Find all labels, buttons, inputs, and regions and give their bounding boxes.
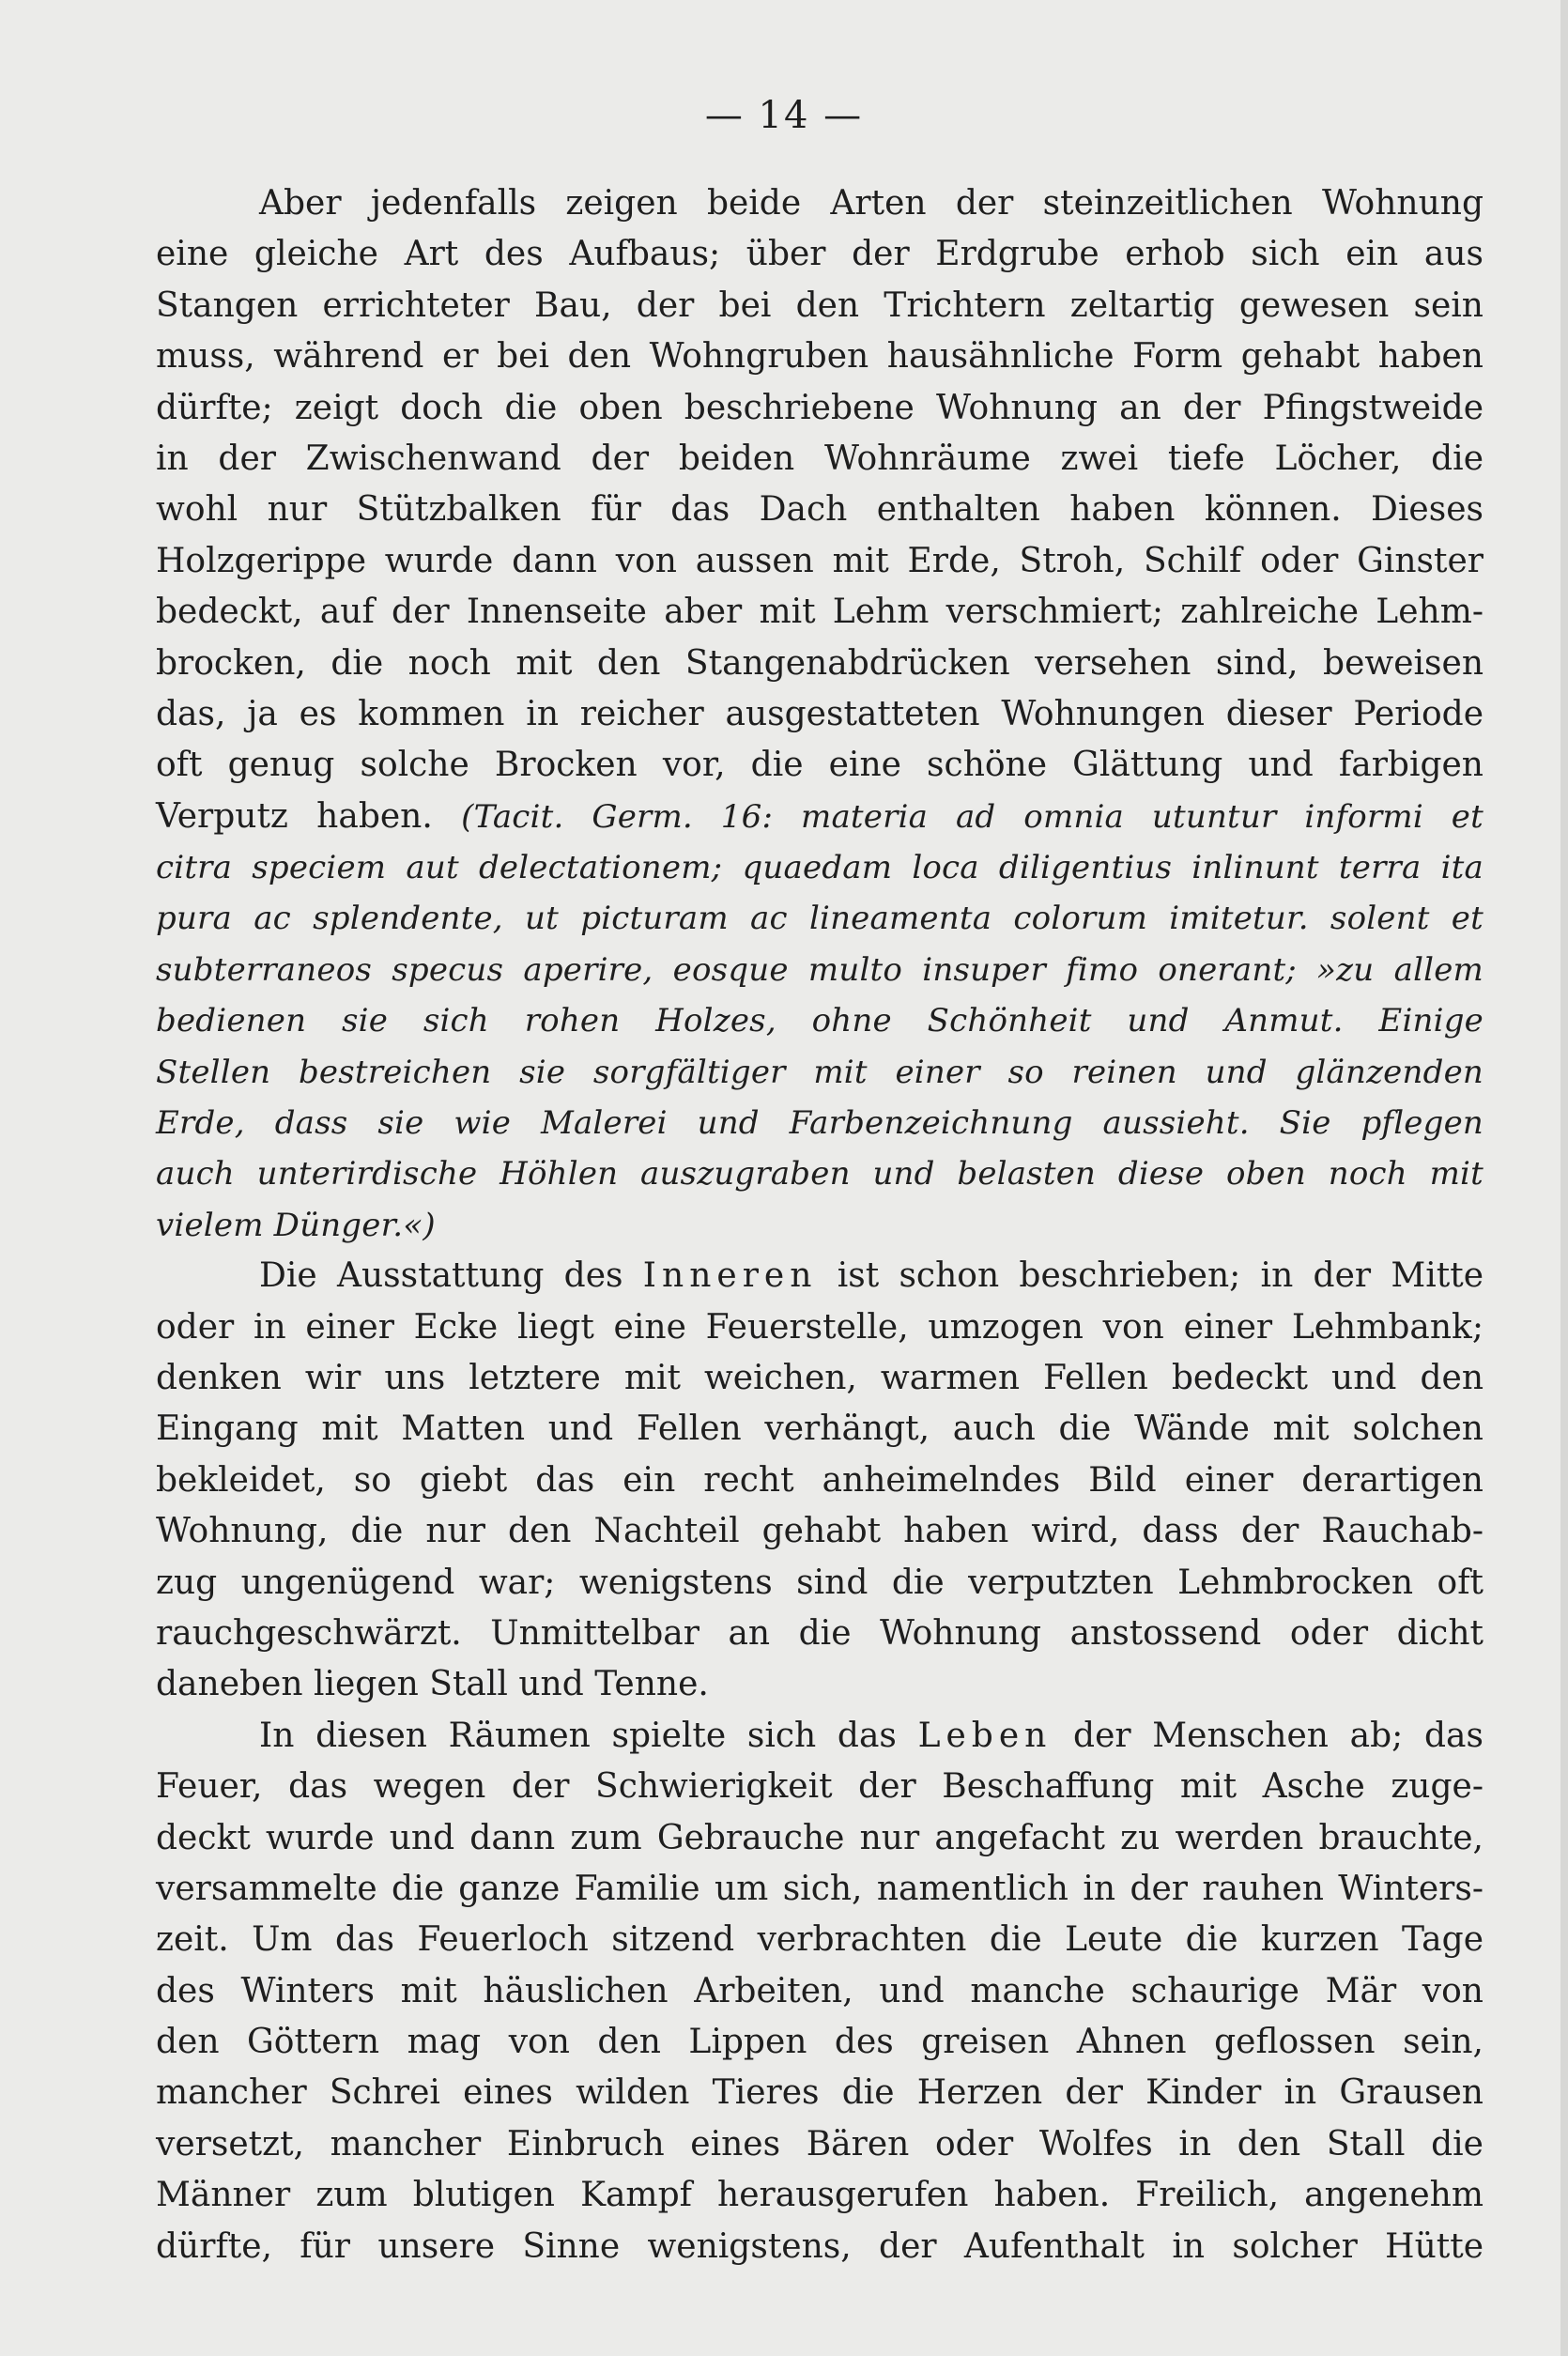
- text-line: oft genug solche Brocken vor, die eine schöne Glättung und farbigen: [156, 746, 1483, 785]
- text-line: zug ungenügend war; wenigstens sind die verputzten Lehmbrocken oft: [156, 1563, 1483, 1602]
- body-text: [156, 178, 1483, 2272]
- quote-line: Stellen bestreichen sie sorgfältiger mit einer so reinen und glänzenden: [156, 1053, 1483, 1091]
- quote-line: citra speciem aut delectationem; quaedam loca diligentius inlinunt terra ita: [156, 849, 1483, 887]
- quote-line: subterraneos specus aperire, eosque multo insuper fimo onerant; »zu allem: [156, 950, 1483, 989]
- text-line: muss, während er bei den Wohngruben hausähnliche Form gehabt haben: [156, 337, 1483, 377]
- text-line: oder in einer Ecke liegt eine Feuerstelle, umzogen von einer Lehmbank;: [156, 1307, 1483, 1347]
- text-line: Männer zum blutigen Kampf herausgerufen haben. Freilich, angenehm: [156, 2176, 1483, 2215]
- text-line: Eingang mit Matten und Fellen verhängt, auch die Wände mit solchen: [156, 1409, 1483, 1449]
- text-line-mixed: [156, 792, 1483, 842]
- text-line: denken wir uns letztere mit weichen, warmen Fellen bedeckt und den: [156, 1358, 1483, 1397]
- text-line: Aber jedenfalls zeigen beide Arten der steinzeitlichen Wohnung: [259, 184, 1483, 223]
- text-span: ist schon beschrieben; in der Mitte: [837, 1256, 1484, 1296]
- text-line: des Winters mit häuslichen Arbeiten, und manche schaurige Mär von: [156, 1971, 1483, 2010]
- text-line: deckt wurde und dann zum Gebrauche nur angefacht zu werden brauchte,: [156, 1818, 1483, 1857]
- text-line: zeit. Um das Feuerloch sitzend verbrachten die Leute die kurzen Tage: [156, 1920, 1483, 1960]
- text-span: In diesen Räumen spielte sich das: [259, 1716, 897, 1755]
- text-line: Holzgerippe wurde dann von aussen mit Erde, Stroh, Schilf oder Ginster: [156, 541, 1483, 580]
- text-line: bedeckt, auf der Innenseite aber mit Lehm verschmiert; zahlreiche Lehm-: [156, 593, 1483, 632]
- emphasis-span: Inneren: [642, 1256, 818, 1296]
- text-line: versetzt, mancher Einbruch eines Bären oder Wolfes in den Stall die: [156, 2124, 1483, 2164]
- text-line: in der Zwischenwand der beiden Wohnräume zwei tiefe Löcher, die: [156, 439, 1483, 478]
- text-span: Verputz haben.: [156, 796, 433, 836]
- text-span: der Menschen ab; das: [1073, 1716, 1483, 1755]
- page-number: — 14 —: [704, 94, 864, 137]
- text-line: wohl nur Stützbalken für das Dach enthalten haben können. Dieses: [156, 490, 1483, 530]
- text-line: versammelte die ganze Familie um sich, namentlich in der rauhen Winters-: [156, 1869, 1483, 1908]
- text-span: Die Ausstattung des: [259, 1256, 623, 1296]
- text-line-mixed: [156, 1711, 1483, 1762]
- text-line: den Göttern mag von den Lippen des greisen Ahnen geflossen sein,: [156, 2023, 1483, 2062]
- quote-line: pura ac splendente, ut picturam ac lineamenta colorum imitetur. solent et: [156, 900, 1483, 938]
- quote-line: vielem Dünger.«): [156, 1206, 436, 1244]
- text-line: rauchgeschwärzt. Unmittelbar an die Wohnung anstossend oder dicht: [156, 1613, 1483, 1653]
- quote-line: bedienen sie sich rohen Holzes, ohne Schönheit und Anmut. Einige: [156, 1002, 1483, 1040]
- quote-line: Erde, dass sie wie Malerei und Farbenzeichnung aussieht. Sie pflegen: [156, 1104, 1483, 1143]
- text-line: Stangen errichteter Bau, der bei den Trichtern zeltartig gewesen sein: [156, 285, 1483, 325]
- text-line: brocken, die noch mit den Stangenabdrücken versehen sind, beweisen: [156, 643, 1483, 683]
- text-line: dürfte; zeigt doch die oben beschriebene Wohnung an der Pfingstweide: [156, 388, 1483, 427]
- text-line: mancher Schrei eines wilden Tieres die Herzen der Kinder in Grausen: [156, 2073, 1483, 2113]
- emphasis-span: Leben: [917, 1716, 1053, 1755]
- text-line: eine gleiche Art des Aufbaus; über der Erdgrube erhob sich ein aus: [156, 235, 1483, 274]
- text-line: bekleidet, so giebt das ein recht anheimelndes Bild einer derartigen: [156, 1460, 1483, 1500]
- text-line: dürfte, für unsere Sinne wenigstens, der Aufenthalt in solcher Hütte: [156, 2226, 1483, 2266]
- latin-quote-span: (Tacit. Germ. 16: materia ad omnia utuntur informi et: [461, 797, 1483, 836]
- text-line: Feuer, das wegen der Schwierigkeit der Beschaffung mit Asche zuge-: [156, 1767, 1483, 1807]
- text-line: daneben liegen Stall und Tenne.: [156, 1665, 709, 1704]
- text-line-mixed: [156, 1251, 1483, 1301]
- text-line: das, ja es kommen in reicher ausgestatteten Wohnungen dieser Periode: [156, 694, 1483, 733]
- quote-line: auch unterirdische Höhlen auszugraben und belasten diese oben noch mit: [156, 1155, 1483, 1193]
- page-edge: [1560, 0, 1568, 2356]
- text-line: Wohnung, die nur den Nachteil gehabt haben wird, dass der Rauchab-: [156, 1512, 1483, 1551]
